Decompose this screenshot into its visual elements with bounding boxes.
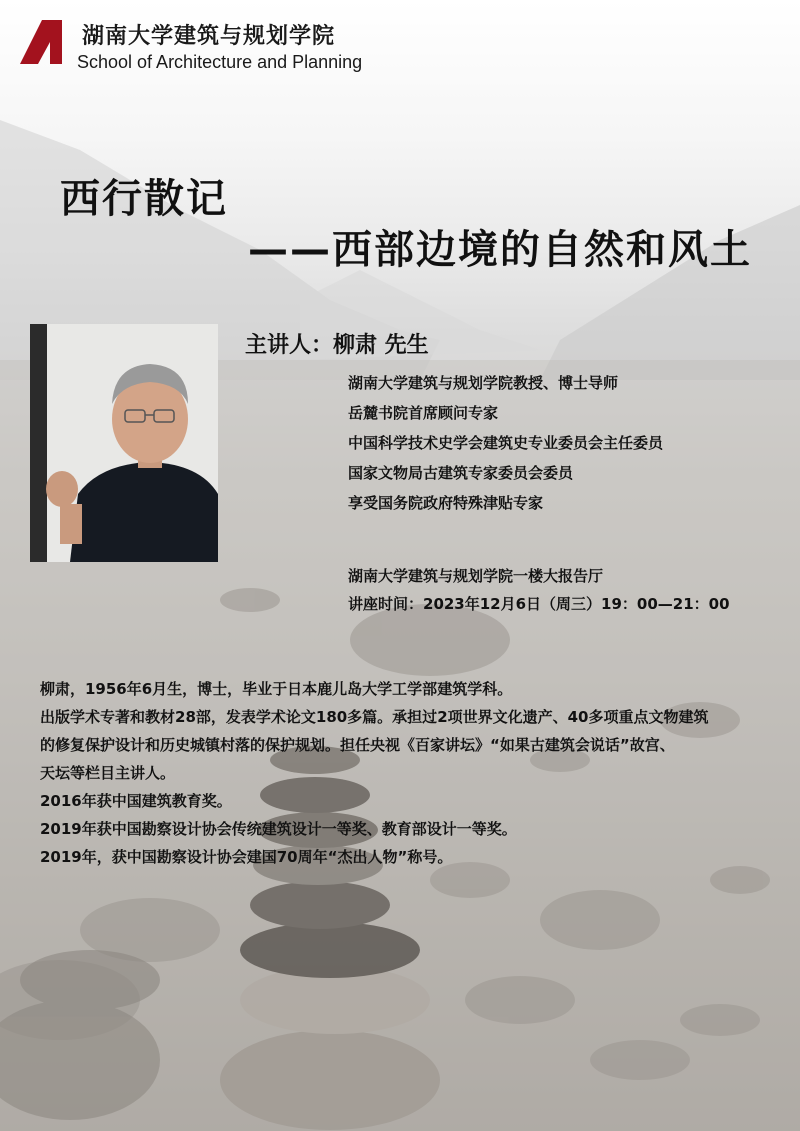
bio-line: 2016年获中国建筑教育奖。 <box>40 792 232 810</box>
credential-line: 湖南大学建筑与规划学院教授、博士导师 <box>348 374 619 392</box>
credential-line: 国家文物局古建筑专家委员会委员 <box>348 464 574 482</box>
speaker-photo <box>30 324 218 562</box>
bio-line: 2019年，获中国勘察设计协会建国70周年“杰出人物”称号。 <box>40 848 453 866</box>
bio-line: 2019年获中国勘察设计协会传统建筑设计一等奖、教育部设计一等奖。 <box>40 820 517 838</box>
bio-line: 出版学术专著和教材28部，发表学术论文180多篇。承担过2项世界文化遗产、40多项重点文物建筑 <box>40 708 709 726</box>
event-info <box>348 562 730 618</box>
event-venue: 湖南大学建筑与规划学院一楼大报告厅 <box>348 567 604 585</box>
event-time: 讲座时间：2023年12月6日（周三）19：00—21：00 <box>348 595 730 613</box>
speaker-credentials <box>348 368 663 518</box>
school-name-cn: 湖南大学建筑与规划学院 <box>82 24 336 49</box>
bio-line: 的修复保护设计和历史城镇村落的保护规划。担任央视《百家讲坛》“如果古建筑会说话”故宫、 <box>40 736 675 754</box>
credential-line: 享受国务院政府特殊津贴专家 <box>348 494 544 512</box>
credential-line: 岳麓书院首席顾问专家 <box>348 404 499 422</box>
lecture-subtitle: ——西部边境的自然和风土 <box>248 227 752 273</box>
credential-line: 中国科学技术史学会建筑史专业委员会主任委员 <box>348 434 664 452</box>
speaker-name: 主讲人：柳肃 先生 <box>245 333 429 358</box>
school-name-en: School of Architecture and Planning <box>77 52 363 72</box>
lecture-title: 西行散记 <box>60 176 228 222</box>
bio-line: 柳肃，1956年6月生，博士，毕业于日本鹿儿岛大学工学部建筑学科。 <box>40 680 513 698</box>
speaker-biography <box>40 675 785 871</box>
bio-line: 天坛等栏目主讲人。 <box>40 764 176 782</box>
school-logo-icon <box>20 20 62 64</box>
